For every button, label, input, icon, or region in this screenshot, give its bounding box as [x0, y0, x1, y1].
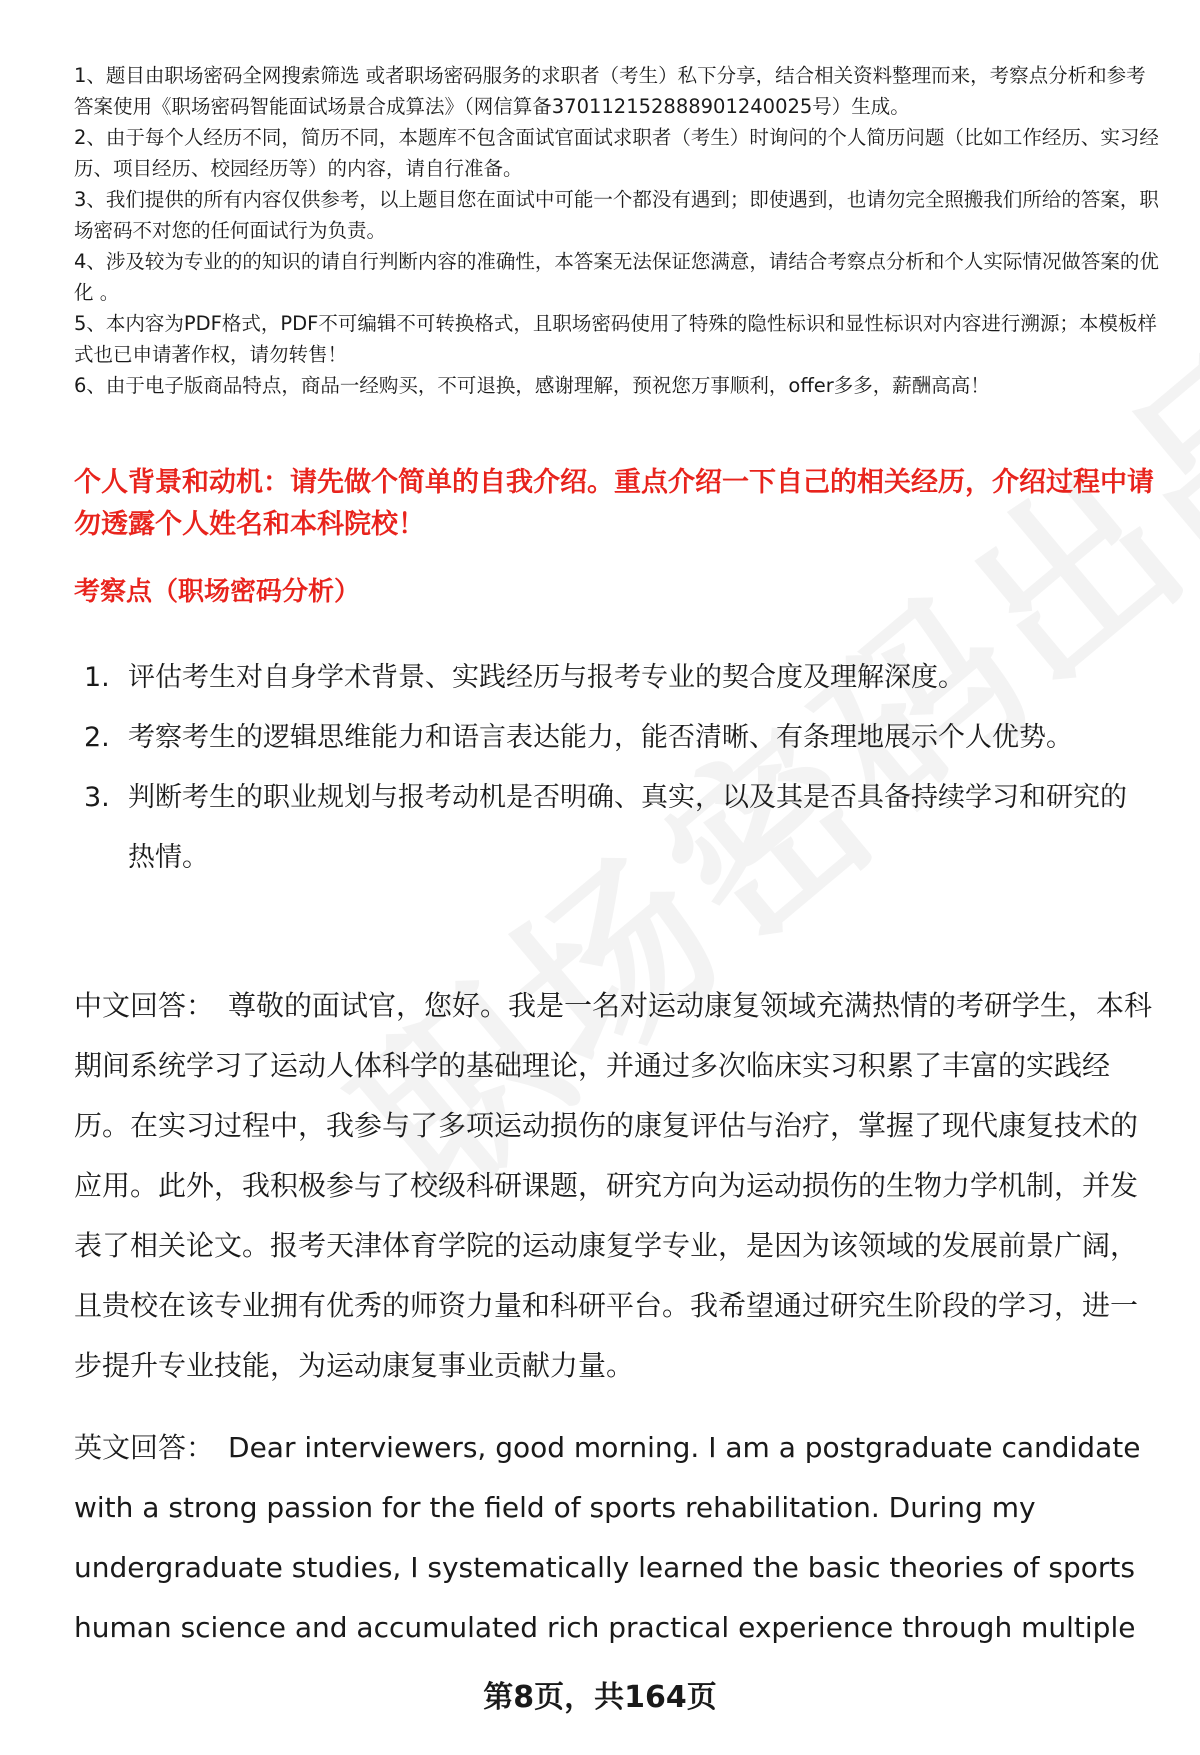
notice-item: 6、由于电子版商品特点，商品一经购买，不可退换，感谢理解，预祝您万事顺利，offer多多，薪酬高高！ — [74, 374, 990, 397]
list-item-number: 3. — [84, 782, 110, 813]
list-item — [84, 768, 1144, 888]
list-item — [84, 648, 1144, 708]
english-answer-text: Dear interviewers, good morning. I am a postgraduate candidate with a strong passion for the field of sports rehabilitation. During my undergraduate studies, I systematically learned the basic theories of sports human science and accumulated rich practical experience through multiple — [74, 1431, 1141, 1644]
list-item-number: 2. — [84, 722, 110, 753]
interview-question: 个人背景和动机：请先做个简单的自我介绍。重点介绍一下自己的相关经历，介绍过程中请勿透露个人姓名和本科院校！ — [74, 467, 1154, 540]
notice-item: 3、我们提供的所有内容仅供参考，以上题目您在面试中可能一个都没有遇到；即使遇到，也请勿完全照搬我们所给的答案，职场密码不对您的任何面试行为负责。 — [74, 188, 1159, 242]
analysis-heading: 考察点（职场密码分析） — [74, 577, 361, 607]
notice-item: 1、题目由职场密码全网搜索筛选 或者职场密码服务的求职者（考生）私下分享，结合相关资料整理而来，考察点分析和参考答案使用《职场密码智能面试场景合成算法》（网信算备370112152888901240025号）生成。 — [74, 64, 1146, 118]
list-item-text: 考察考生的逻辑思维能力和语言表达能力，能否清晰、有条理地展示个人优势。 — [128, 722, 1073, 753]
english-answer-label: 英文回答： — [74, 1431, 215, 1464]
list-item-number: 1. — [84, 662, 110, 693]
list-item — [84, 708, 1144, 768]
chinese-answer-text: 尊敬的面试官，您好。我是一名对运动康复领域充满热情的考研学生，本科期间系统学习了运动人体科学的基础理论，并通过多次临床实习积累了丰富的实践经历。在实习过程中，我参与了多项运动损伤的康复评估与治疗，掌握了现代康复技术的应用。此外，我积极参与了校级科研课题，研究方向为运动损伤的生物力学机制，并发表了相关论文。报考天津体育学院的运动康复学专业，是因为该领域的发展前景广阔，且贵校在该专业拥有优秀的师资力量和科研平台。我希望通过研究生阶段的学习，进一步提升专业技能，为运动康复事业贡献力量。 — [74, 989, 1153, 1382]
list-item-text: 判断考生的职业规划与报考动机是否明确、真实，以及其是否具备持续学习和研究的热情。 — [128, 782, 1127, 873]
english-answer — [74, 1418, 1156, 1658]
notice-item: 5、本内容为PDF格式，PDF不可编辑不可转换格式，且职场密码使用了特殊的隐性标识和显性标识对内容进行溯源；本模板样式也已申请著作权，请勿转售！ — [74, 312, 1157, 366]
notice-item: 2、由于每个人经历不同，简历不同，本题库不包含面试官面试求职者（考生）时询问的个人简历问题（比如工作经历、实习经历、项目经历、校园经历等）的内容，请自行准备。 — [74, 126, 1159, 180]
disclaimer-notice — [74, 60, 1160, 401]
chinese-answer — [74, 976, 1156, 1396]
list-item-text: 评估考生对自身学术背景、实践经历与报考专业的契合度及理解深度。 — [128, 662, 965, 693]
analysis-points-list — [84, 648, 1144, 888]
notice-item: 4、涉及较为专业的的知识的请自行判断内容的准确性，本答案无法保证您满意，请结合考察点分析和个人实际情况做答案的优化 。 — [74, 250, 1159, 304]
chinese-answer-label: 中文回答： — [74, 989, 215, 1022]
page-number: 第8页，共164页 — [483, 1680, 717, 1715]
